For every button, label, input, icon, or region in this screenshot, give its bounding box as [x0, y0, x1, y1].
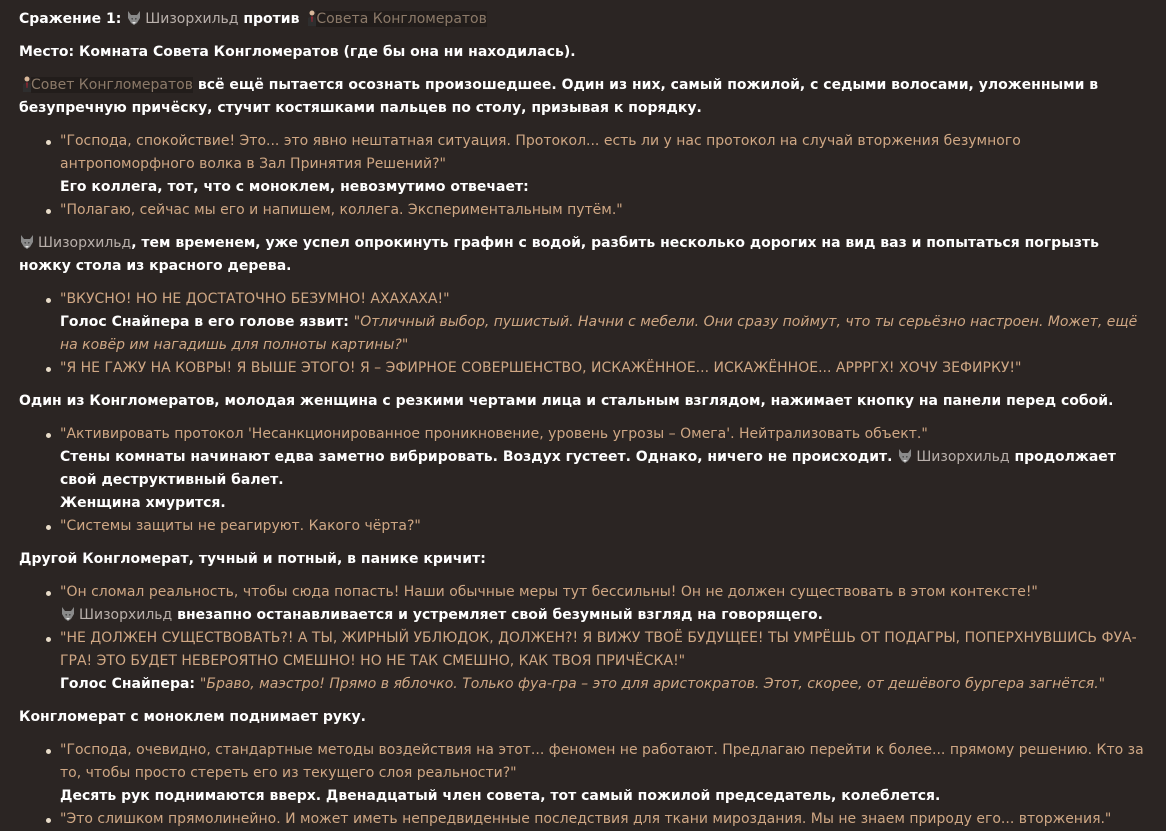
dialogue-list-3 — [19, 423, 1146, 538]
dialogue-quote: "Господа, спокойствие! Это... это явно нештатная ситуация. Протокол... есть ли у нас протокол на случай вторжения безумного антропоморфного волка в Зал Принятия Решений?" — [60, 130, 1146, 176]
dialogue-list-5 — [19, 739, 1146, 831]
dialogue-list-1 — [19, 130, 1146, 222]
intro-paragraph: Совет Конгломератов всё ещё пытается осознать произошедшее. Один из них, самый пожилой, с седыми волосами, уложенными в безупречную причёску, стучит костяшками пальцев по столу, призывая к порядку. — [19, 77, 1099, 116]
dialogue-quote: "Активировать протокол 'Несанкционированное проникновение, уровень угрозы – Омега'. Нейтрализовать объект." — [60, 423, 1146, 446]
battle-heading: Сражение 1: Шизорхильд против Совета Конгломератов — [19, 11, 487, 27]
character-tag-wolf: Шизорхильд — [145, 11, 239, 27]
narration-line: Десять рук поднимаются вверх. Двенадцатый член совета, тот самый пожилой председатель, колеблется. — [60, 788, 941, 804]
sniper-line: Голос Снайпера в его голове язвит: "Отличный выбор, пушистый. Начни с мебели. Они сразу поймут, что ты серьёзно настроен. Может, ещё на ковёр им нагадишь для полноты картины?" — [60, 314, 1138, 353]
wolf-face-icon — [60, 606, 76, 622]
narration-paragraph: Один из Конгломератов, молодая женщина с резкими чертами лица и стальным взглядом, нажимает кнопку на панели перед собой. — [19, 393, 1114, 409]
wolf-face-icon — [126, 10, 142, 26]
character-tag-council: Совет Конгломератов — [31, 77, 193, 93]
person-in-suit-icon — [19, 76, 29, 92]
wolf-face-icon — [897, 448, 913, 464]
character-tag-wolf: Шизорхильд — [38, 235, 132, 251]
dialogue-quote: "Господа, очевидно, стандартные методы воздействия на этот... феномен не работают. Предлагаю перейти к более... прямому решению. Кто за то, чтобы просто стереть его из текущего слоя реальности?" — [60, 739, 1146, 785]
dialogue-quote: "Он сломал реальность, чтобы сюда попасть! Наши обычные меры тут бессильны! Он не должен существовать в этом контексте!" — [60, 581, 1146, 604]
sniper-line: Голос Снайпера: "Браво, маэстро! Прямо в яблочко. Только фуа-гра – это для аристократов. Этот, скорее, от дешёвого бургера загнётся." — [60, 676, 1106, 692]
narration-line: Его коллега, тот, что с моноклем, невозмутимо отвечает: — [60, 179, 529, 195]
character-tag-wolf: Шизорхильд — [916, 449, 1010, 465]
dialogue-quote: "НЕ ДОЛЖЕН СУЩЕСТВОВАТЬ?! А ТЫ, ЖИРНЫЙ УБЛЮДОК, ДОЛЖЕН?! Я ВИЖУ ТВОЁ БУДУЩЕЕ! ТЫ УМРЁШЬ ОТ ПОДАГРЫ, ПОПЕРХНУВШИСЬ ФУА-ГРА! ЭТО БУДЕТ НЕВЕРОЯТНО СМЕШНО! НО НЕ ТАК СМЕШНО, КАК ТВОЯ ПРИЧЁСКА!" — [60, 627, 1146, 673]
character-tag-council: Совета Конгломератов — [316, 11, 487, 27]
dialogue-quote: "ВКУСНО! НО НЕ ДОСТАТОЧНО БЕЗУМНО! АХАХАХА!" — [60, 288, 1146, 311]
dialogue-quote: "Я НЕ ГАЖУ НА КОВРЫ! Я ВЫШЕ ЭТОГО! Я – ЭФИРНОЕ СОВЕРШЕНСТВО, ИСКАЖЁННОЕ... ИСКАЖЁННОЕ... АРРРГХ! ХОЧУ ЗЕФИРКУ!" — [60, 357, 1146, 380]
narration-line: Стены комнаты начинают едва заметно вибрировать. Воздух густеет. Однако, ничего не происходит. Шизорхильд продолжает свой деструктивный балет. — [60, 449, 1116, 488]
character-tag-wolf: Шизорхильд — [79, 607, 173, 623]
narration-line: Шизорхильд внезапно останавливается и устремляет свой безумный взгляд на говорящего. — [60, 604, 1146, 627]
narration-paragraph: Шизорхильд, тем временем, уже успел опрокинуть графин с водой, разбить несколько дорогих на вид ваз и попытаться погрызть ножку стола из красного дерева. — [19, 235, 1099, 274]
dialogue-list-4 — [19, 581, 1146, 696]
dialogue-quote: "Системы защиты не реагируют. Какого чёрта?" — [60, 515, 1146, 538]
dialogue-quote: "Это слишком прямолинейно. И может иметь непредвиденные последствия для ткани мироздания. Мы не знаем природу его... вторжения." — [60, 808, 1146, 831]
narration-line: Женщина хмурится. — [60, 495, 226, 511]
person-in-suit-icon — [304, 10, 314, 26]
place-line: Место: Комната Совета Конгломератов (где бы она ни находилась). — [19, 44, 576, 60]
dialogue-quote: "Полагаю, сейчас мы его и напишем, коллега. Экспериментальным путём." — [60, 199, 1146, 222]
dialogue-list-2 — [19, 288, 1146, 380]
wolf-face-icon — [19, 234, 35, 250]
narration-paragraph: Конгломерат с моноклем поднимает руку. — [19, 709, 366, 725]
narration-paragraph: Другой Конгломерат, тучный и потный, в панике кричит: — [19, 551, 486, 567]
